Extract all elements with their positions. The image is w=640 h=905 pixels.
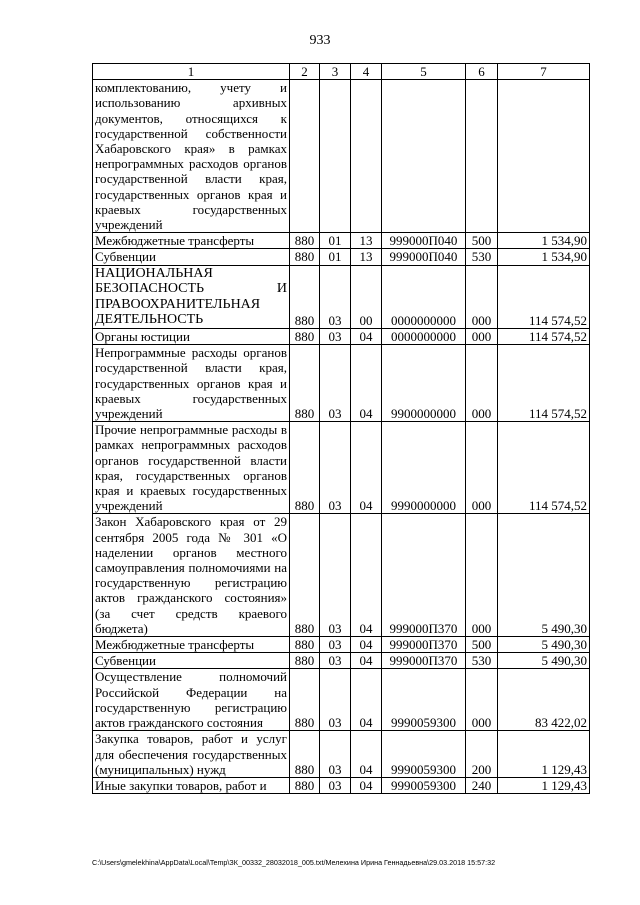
column-header: 4 — [351, 64, 382, 80]
amount-cell: 5 490,30 — [498, 514, 590, 637]
amount-cell: 5 490,30 — [498, 637, 590, 653]
target-article-cell: 9990059300 — [382, 731, 466, 778]
amount-cell: 83 422,02 — [498, 669, 590, 731]
subsection-code-cell: 04 — [351, 653, 382, 669]
subsection-code-cell: 04 — [351, 514, 382, 637]
subsection-code-cell — [351, 80, 382, 233]
admin-code-cell: 880 — [290, 637, 320, 653]
amount-cell: 1 129,43 — [498, 731, 590, 778]
subsection-code-cell: 00 — [351, 265, 382, 328]
section-code-cell: 03 — [320, 777, 351, 793]
amount-cell — [498, 80, 590, 233]
expense-type-cell: 240 — [466, 777, 498, 793]
subsection-code-cell: 13 — [351, 249, 382, 265]
column-header: 6 — [466, 64, 498, 80]
section-code-cell: 03 — [320, 731, 351, 778]
target-article-cell: 9990059300 — [382, 777, 466, 793]
expense-type-cell — [466, 80, 498, 233]
admin-code-cell — [290, 80, 320, 233]
row-name-cell: Прочие непрограммные расходы в рамках непрограммных расходов органов государственной власти края, государственных органов края и краевых государственных учреждений — [93, 422, 290, 514]
expense-type-cell: 000 — [466, 669, 498, 731]
expense-type-cell: 000 — [466, 329, 498, 345]
admin-code-cell: 880 — [290, 422, 320, 514]
amount-cell: 114 574,52 — [498, 329, 590, 345]
section-code-cell: 01 — [320, 233, 351, 249]
amount-cell: 1 534,90 — [498, 249, 590, 265]
target-article-cell: 0000000000 — [382, 329, 466, 345]
subsection-code-cell: 04 — [351, 669, 382, 731]
target-article-cell: 999000П370 — [382, 637, 466, 653]
target-article-cell: 999000П370 — [382, 653, 466, 669]
table-row — [93, 669, 590, 731]
table-row — [93, 653, 590, 669]
section-code-cell: 03 — [320, 329, 351, 345]
table-row — [93, 329, 590, 345]
row-name-cell: Непрограммные расходы органов государственной власти края, государственных органов края и краевых государственных учреждений — [93, 345, 290, 422]
expense-type-cell: 500 — [466, 637, 498, 653]
admin-code-cell: 880 — [290, 249, 320, 265]
column-header: 5 — [382, 64, 466, 80]
column-header: 2 — [290, 64, 320, 80]
target-article-cell: 999000П040 — [382, 249, 466, 265]
table-row — [93, 777, 590, 793]
amount-cell: 1 534,90 — [498, 233, 590, 249]
admin-code-cell: 880 — [290, 777, 320, 793]
expense-type-cell: 530 — [466, 249, 498, 265]
subsection-code-cell: 04 — [351, 329, 382, 345]
expense-type-cell: 000 — [466, 514, 498, 637]
row-name-cell: Органы юстиции — [93, 329, 290, 345]
table-row — [93, 422, 590, 514]
table-row — [93, 345, 590, 422]
expense-type-cell: 000 — [466, 345, 498, 422]
admin-code-cell: 880 — [290, 265, 320, 328]
column-header: 1 — [93, 64, 290, 80]
target-article-cell: 999000П040 — [382, 233, 466, 249]
table-row — [93, 249, 590, 265]
target-article-cell: 9990000000 — [382, 422, 466, 514]
admin-code-cell: 880 — [290, 731, 320, 778]
subsection-code-cell: 04 — [351, 637, 382, 653]
column-header: 3 — [320, 64, 351, 80]
row-name-cell: Субвенции — [93, 653, 290, 669]
section-code-cell: 03 — [320, 514, 351, 637]
column-header-row — [93, 64, 590, 80]
table-row — [93, 265, 590, 328]
amount-cell: 1 129,43 — [498, 777, 590, 793]
expense-type-cell: 500 — [466, 233, 498, 249]
target-article-cell: 9990059300 — [382, 669, 466, 731]
row-name-cell: комплектованию, учету и использованию архивных документов, относящихся к государственной собственности Хабаровского края» в рамках непрограммных расходов органов государственной власти края, государственных органов края и краевых государственных учреждений — [93, 80, 290, 233]
table-row — [93, 514, 590, 637]
amount-cell: 114 574,52 — [498, 345, 590, 422]
admin-code-cell: 880 — [290, 514, 320, 637]
row-name-cell: НАЦИОНАЛЬНАЯ БЕЗОПАСНОСТЬ И ПРАВООХРАНИТЕЛЬНАЯ ДЕЯТЕЛЬНОСТЬ — [93, 265, 290, 328]
target-article-cell — [382, 80, 466, 233]
expense-type-cell: 530 — [466, 653, 498, 669]
table-row — [93, 637, 590, 653]
target-article-cell: 999000П370 — [382, 514, 466, 637]
expense-type-cell: 000 — [466, 422, 498, 514]
admin-code-cell: 880 — [290, 669, 320, 731]
admin-code-cell: 880 — [290, 345, 320, 422]
section-code-cell: 01 — [320, 249, 351, 265]
row-name-cell: Межбюджетные трансферты — [93, 637, 290, 653]
row-name-cell: Межбюджетные трансферты — [93, 233, 290, 249]
admin-code-cell: 880 — [290, 233, 320, 249]
table-row — [93, 80, 590, 233]
expense-type-cell: 200 — [466, 731, 498, 778]
expense-type-cell: 000 — [466, 265, 498, 328]
admin-code-cell: 880 — [290, 653, 320, 669]
section-code-cell: 03 — [320, 265, 351, 328]
row-name-cell: Субвенции — [93, 249, 290, 265]
row-name-cell: Закон Хабаровского края от 29 сентября 2005 года № 301 «О наделении органов местного самоуправления полномочиями на государственную регистрацию актов гражданского состояния» (за счет средств краевого бюджета) — [93, 514, 290, 637]
section-code-cell: 03 — [320, 669, 351, 731]
admin-code-cell: 880 — [290, 329, 320, 345]
section-code-cell: 03 — [320, 637, 351, 653]
footer-file-path: C:\Users\gmelekhina\AppData\Local\Temp\ЗК_00332_28032018_005.txt/Мелехина Ирина Геннадьевна\29.03.2018 15:57:32 — [92, 858, 496, 867]
table-row — [93, 233, 590, 249]
amount-cell: 114 574,52 — [498, 422, 590, 514]
subsection-code-cell: 04 — [351, 422, 382, 514]
section-code-cell: 03 — [320, 345, 351, 422]
table-row — [93, 731, 590, 778]
section-code-cell: 03 — [320, 653, 351, 669]
row-name-cell: Иные закупки товаров, работ и — [93, 777, 290, 793]
amount-cell: 5 490,30 — [498, 653, 590, 669]
row-name-cell: Осуществление полномочий Российской Федерации на государственную регистрацию актов гражданского состояния — [93, 669, 290, 731]
subsection-code-cell: 04 — [351, 731, 382, 778]
subsection-code-cell: 04 — [351, 345, 382, 422]
target-article-cell: 9900000000 — [382, 345, 466, 422]
column-header: 7 — [498, 64, 590, 80]
section-code-cell: 03 — [320, 422, 351, 514]
subsection-code-cell: 04 — [351, 777, 382, 793]
row-name-cell: Закупка товаров, работ и услуг для обеспечения государственных (муниципальных) нужд — [93, 731, 290, 778]
section-code-cell — [320, 80, 351, 233]
amount-cell: 114 574,52 — [498, 265, 590, 328]
page-number: 933 — [309, 33, 331, 48]
subsection-code-cell: 13 — [351, 233, 382, 249]
target-article-cell: 0000000000 — [382, 265, 466, 328]
budget-table — [92, 63, 590, 794]
